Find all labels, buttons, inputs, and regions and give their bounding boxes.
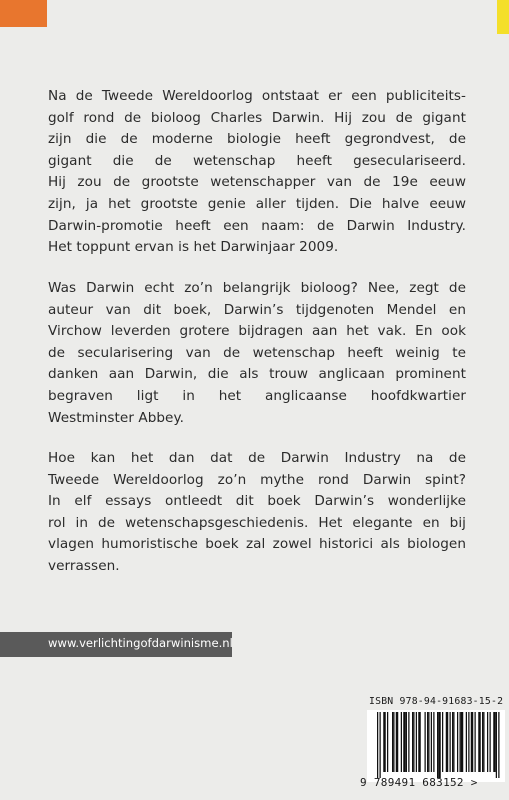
barcode-bar <box>387 712 388 772</box>
barcode-bar <box>493 712 494 772</box>
isbn-label: ISBN 978-94-91683-15-2 <box>369 696 504 707</box>
blurb-line: Darwin-promotie heeft een naam: de Darwin Industry. <box>48 217 466 234</box>
barcode-digits: 9 789491 683152 > <box>360 776 478 789</box>
blurb-line: Virchow leverden grotere bijdragen aan het vak. En ook <box>48 323 466 340</box>
blurb-line: zijn, ja het grootste genie aller tijden. Die halve eeuw <box>48 195 466 212</box>
barcode-bar <box>466 712 467 772</box>
blurb-line: Tweede Wereldoorlog zo’n mythe rond Darwin spint? <box>48 471 466 488</box>
barcode-bar <box>406 712 407 772</box>
blurb-line: Hij zou de grootste wetenschapper van de 19e eeuw <box>48 174 466 191</box>
blurb-line: In elf essays ontleedt dit boek Darwin’s wonderlijke <box>48 493 466 510</box>
blurb-line: Westminster Abbey. <box>48 409 184 426</box>
barcode-bar <box>413 712 414 772</box>
barcode-bar <box>478 712 479 772</box>
blurb-line: gigant die de wetenschap heeft geseculariseerd. <box>48 152 466 169</box>
barcode-area <box>360 696 509 800</box>
barcode-bar <box>397 712 398 772</box>
barcode <box>367 710 505 782</box>
blurb-line: auteur van dit boek, Darwin’s tijdgenoten Mendel en <box>48 301 466 318</box>
website-url[interactable]: www.verlichtingofdarwinisme.nl <box>48 636 233 650</box>
barcode-bar <box>401 712 402 772</box>
barcode-bar <box>442 712 443 772</box>
barcode-bar <box>428 712 429 772</box>
blurb-line: Hoe kan het dan dat de Darwin Industry na de <box>48 450 466 466</box>
barcode-bar <box>416 712 417 772</box>
blurb-line: danken aan Darwin, die als trouw anglicaan prominent <box>48 366 466 383</box>
barcode-bar <box>393 712 394 772</box>
barcode-bar <box>392 712 393 772</box>
barcode-bar <box>447 712 448 772</box>
blurb-line: verrassen. <box>48 557 120 574</box>
orange-corner-block <box>0 0 47 27</box>
blurb-line: rol in de wetenschapsgeschiedenis. Het elegante en bij <box>48 514 466 531</box>
blurb-line: Na de Tweede Wereldoorlog ontstaat er een publiciteits- <box>48 88 466 104</box>
barcode-bar <box>450 712 451 772</box>
blurb-line: Het toppunt ervan is het Darwinjaar 2009. <box>48 239 339 256</box>
barcode-bar <box>380 712 381 778</box>
barcode-bar <box>427 712 428 772</box>
barcode-bar <box>385 712 386 772</box>
barcode-bar <box>405 712 406 772</box>
blurb-line: de secularisering van de wetenschap heeft weinig te <box>48 344 466 361</box>
barcode-bar <box>433 712 434 772</box>
barcode-bar <box>418 712 419 772</box>
barcode-bar <box>480 712 481 772</box>
barcode-bar <box>383 712 384 772</box>
blurb-line: Was Darwin echt zo’n belangrijk bioloog? Nee, zegt de <box>48 280 466 296</box>
barcode-bar <box>498 712 499 778</box>
barcode-bar <box>461 712 462 772</box>
blurb-line: golf rond de bioloog Charles Darwin. Hij zou de gigant <box>48 109 466 126</box>
barcode-bar <box>420 712 421 772</box>
barcode-bar <box>483 712 484 772</box>
barcode-bar <box>440 712 441 778</box>
barcode-bar <box>460 712 461 772</box>
barcode-bar <box>475 712 476 772</box>
blurb-paragraph-2 <box>48 278 466 429</box>
barcode-bar <box>487 712 488 772</box>
barcode-bar <box>425 712 426 772</box>
barcode-bar <box>408 712 409 772</box>
blurb-line: vlagen humoristische boek zal zowel historici als biologen <box>48 536 466 553</box>
yellow-corner-block <box>497 0 509 34</box>
barcode-bar <box>438 712 439 778</box>
barcode-bar <box>403 712 404 772</box>
barcode-bar <box>495 712 496 772</box>
website-bar <box>0 632 232 657</box>
barcode-bar <box>453 712 454 772</box>
barcode-bar <box>471 712 472 772</box>
barcode-bar <box>452 712 453 772</box>
barcode-bar <box>457 712 458 772</box>
blurb-line: zijn die de moderne biologie heeft gegrondvest, de <box>48 131 466 148</box>
barcode-bar <box>472 712 473 772</box>
barcode-bar <box>437 712 438 778</box>
blurb-paragraph-3 <box>48 448 466 578</box>
barcode-bar <box>412 712 413 772</box>
barcode-bar <box>446 712 447 772</box>
barcode-bar <box>377 712 378 778</box>
barcode-bar <box>431 712 432 772</box>
blurb-paragraph-1 <box>48 86 466 259</box>
barcode-bar <box>396 712 397 772</box>
barcode-bar <box>468 712 469 772</box>
barcode-bars <box>367 710 505 782</box>
barcode-bar <box>462 712 463 772</box>
barcode-bar <box>482 712 483 772</box>
blurb-line: begraven ligt in het anglicaanse hoofdkwartier <box>48 387 466 404</box>
barcode-bar <box>490 712 491 772</box>
barcode-bar <box>496 712 497 778</box>
